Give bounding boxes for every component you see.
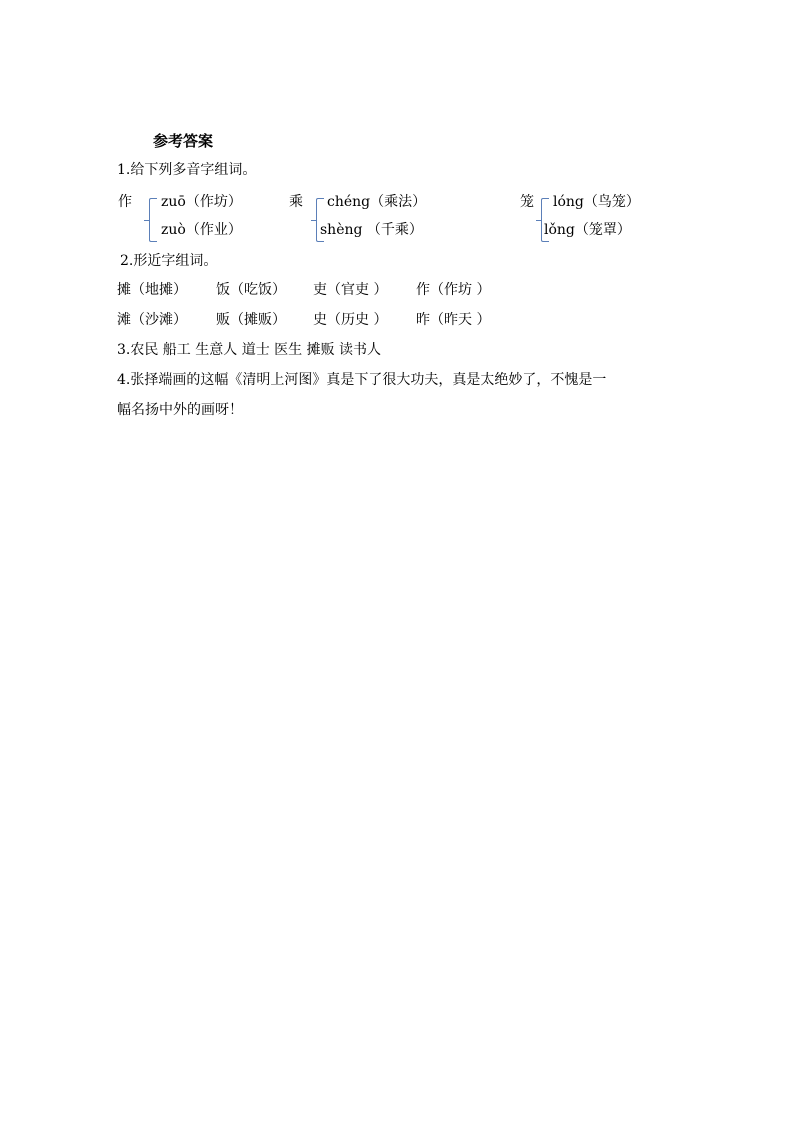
q2-row1-item4: 作（作坊 ） [416,282,491,298]
polyphone-char-2: 乘 [289,194,303,210]
polyphone-char-3: 笼 [520,194,534,210]
reading-3-bottom: lǒng（笼罩） [544,222,631,238]
reading-1-bottom: zuò（作业） [161,222,242,238]
q2-row2-item2: 贩（摊贩） [216,312,286,328]
polyphone-char-1: 作 [118,194,132,210]
q4-answer-line2: 幅名扬中外的画呀！ [117,402,243,418]
q2-row2-item3: 史（历史 ） [313,312,388,328]
q2-heading: 2.形近字组词。 [120,253,218,269]
q2-row2-item4: 昨（昨天 ） [416,312,491,328]
q4-answer-line1: 4.张择端画的这幅《清明上河图》真是下了很大功夫，真是太绝妙了，不愧是一 [117,372,607,388]
reading-2-bottom: shèng （千乘） [320,222,423,238]
q2-row1-item3: 吏（官吏 ） [313,282,388,298]
q2-row1-item2: 饭（吃饭） [216,282,286,298]
reading-2-top: chéng（乘法） [327,194,427,210]
reading-3-top: lóng（鸟笼） [553,194,640,210]
q2-row2-item1: 滩（沙滩） [117,312,187,328]
q2-row1-item1: 摊（地摊） [117,282,187,298]
reading-1-top: zuō（作坊） [161,194,242,210]
brace-1 [149,198,157,242]
q3-answer: 3.农民 船工 生意人 道士 医生 摊贩 读书人 [117,342,382,358]
page-title: 参考答案 [153,132,214,150]
q1-heading: 1.给下列多音字组词。 [117,162,257,178]
